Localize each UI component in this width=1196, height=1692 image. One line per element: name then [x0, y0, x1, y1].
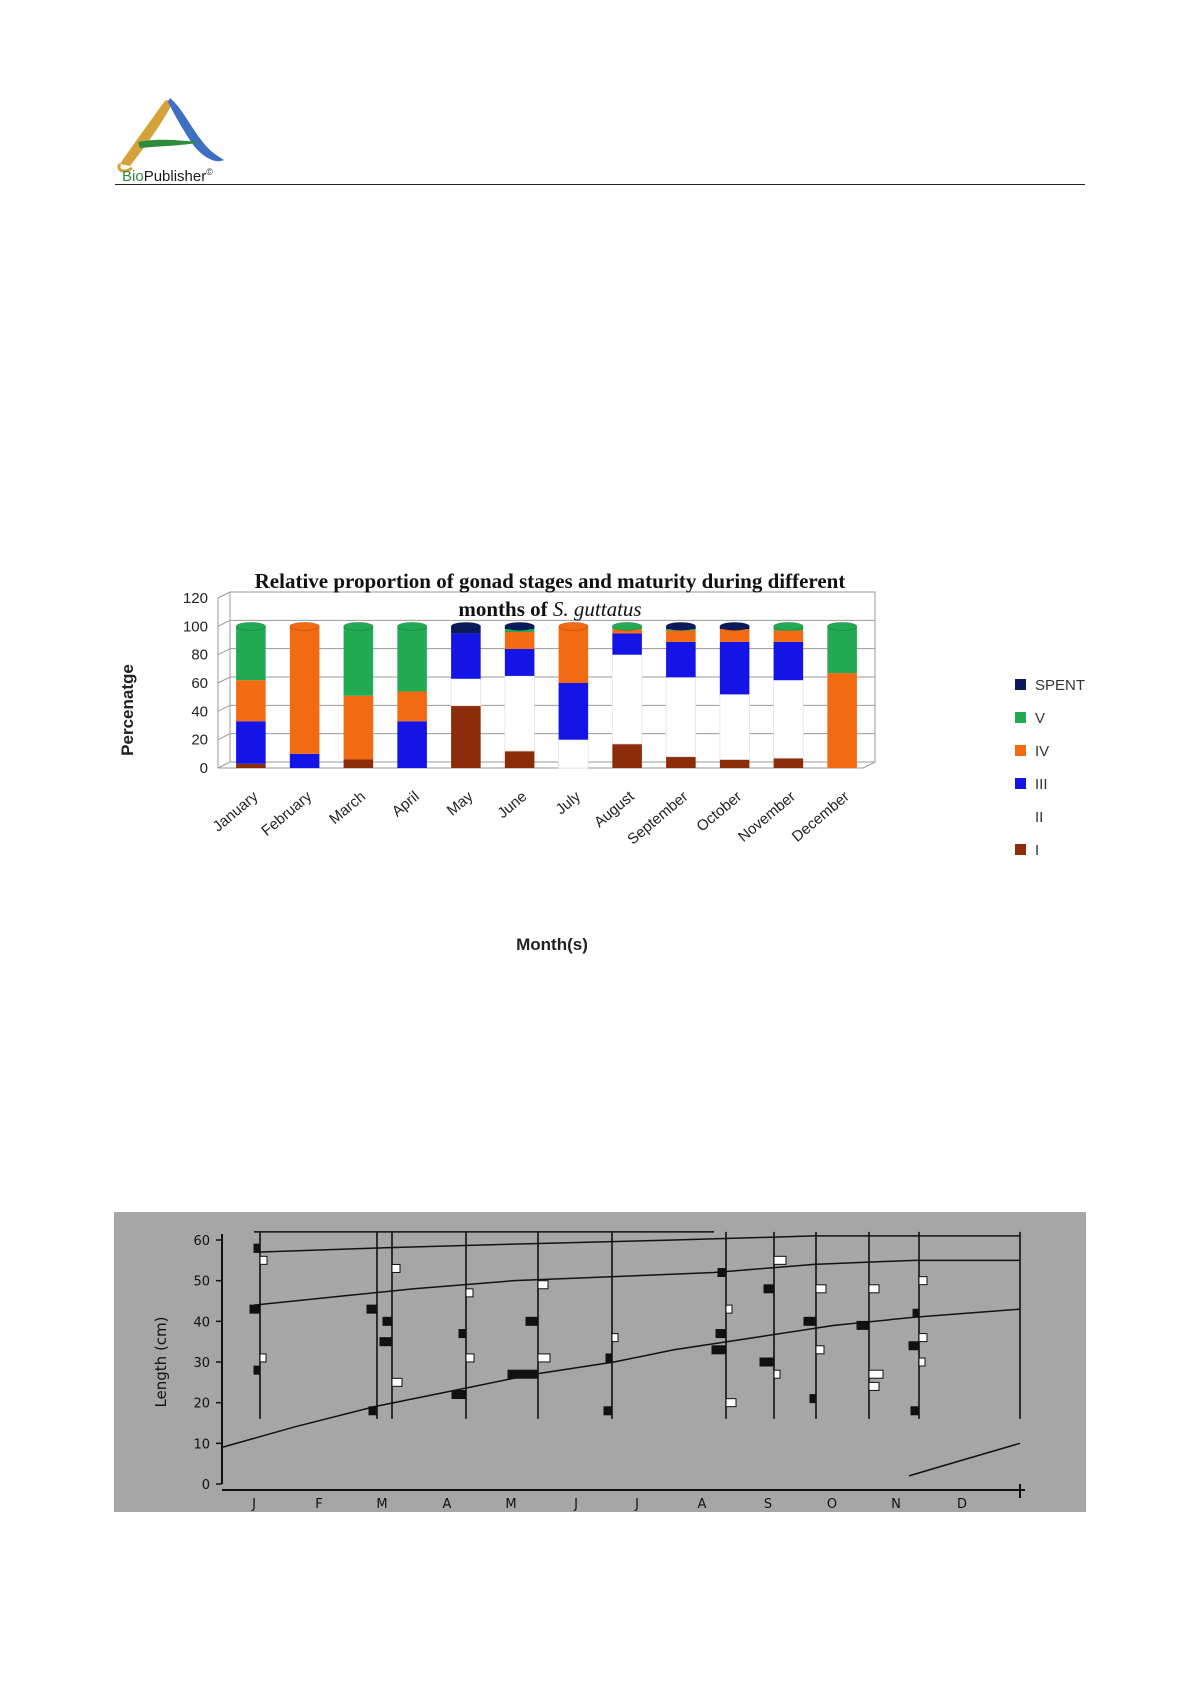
bar-segment-iii — [290, 754, 320, 768]
frequency-block-filled — [760, 1358, 774, 1366]
logo-text-suffix: Publisher — [143, 168, 207, 185]
logo-copyright-mark: © — [206, 167, 213, 177]
frequency-block-filled — [913, 1309, 919, 1317]
x-tick-label: February — [258, 788, 316, 840]
bar-top-cap — [774, 622, 804, 630]
frequency-block-filled — [716, 1330, 726, 1338]
y-tick-label: 20 — [191, 731, 208, 749]
frequency-block-open — [466, 1354, 474, 1362]
bar-segment-v — [236, 626, 266, 680]
y-tick-label: 20 — [193, 1396, 210, 1412]
x-tick-label: December — [788, 788, 853, 846]
x-axis-corner — [863, 762, 875, 768]
legend-label-iv: IV — [1035, 743, 1050, 760]
legend-swatch-iv — [1015, 745, 1026, 756]
bar-segment-ii — [559, 740, 589, 768]
bar-top-cap — [612, 622, 642, 630]
bar-segment-i — [774, 758, 804, 768]
logo-text-prefix: Bio — [122, 168, 144, 185]
frequency-block-filled — [459, 1330, 466, 1338]
logo-text — [122, 167, 213, 185]
x-tick-label: September — [624, 788, 692, 849]
frequency-block-filled — [712, 1346, 726, 1354]
bar-top-cap — [451, 622, 481, 630]
month-label: M — [505, 1497, 517, 1512]
x-tick-label: March — [326, 788, 369, 828]
bar-segment-ii — [451, 679, 481, 706]
bar-segment-iii — [612, 633, 642, 654]
bar-segment-iii — [774, 642, 804, 680]
bar-segment-iv — [344, 696, 374, 760]
month-label: A — [697, 1497, 707, 1512]
frequency-block-open — [392, 1264, 400, 1272]
legend-label-i: I — [1035, 842, 1040, 859]
legend-swatch-v — [1015, 712, 1026, 723]
bar-segment-ii — [720, 694, 750, 759]
bar-top-cap — [720, 622, 750, 630]
gridline-side — [218, 592, 230, 598]
bar-top-cap — [505, 622, 535, 630]
month-label: N — [891, 1497, 901, 1512]
x-tick-label: April — [388, 788, 423, 821]
y-tick-label: 120 — [182, 590, 208, 607]
bar-segment-i — [612, 744, 642, 768]
month-label: F — [315, 1497, 323, 1512]
bar-segment-i — [720, 760, 750, 769]
month-label: D — [956, 1497, 968, 1512]
legend-swatch-iii — [1015, 778, 1026, 789]
x-tick-label: November — [735, 788, 799, 846]
bar-segment-v — [344, 626, 374, 695]
bar-segment-i — [344, 760, 374, 769]
x-tick-label: August — [590, 788, 638, 832]
header-rule — [115, 184, 1085, 185]
growth-curve — [254, 1260, 1020, 1305]
frequency-block-filled — [254, 1244, 260, 1252]
x-tick-label: June — [494, 788, 531, 822]
gridline-side — [218, 677, 230, 683]
y-tick-label: 30 — [193, 1356, 210, 1371]
x-tick-label: October — [693, 788, 746, 836]
chart-title-line2-prefix: months of — [458, 597, 553, 621]
bar-segment-ii — [612, 655, 642, 744]
x-axis-label: Month(s) — [516, 935, 588, 954]
month-label: O — [826, 1497, 838, 1512]
frequency-block-filled — [604, 1407, 612, 1415]
y-tick-label: 80 — [191, 646, 208, 664]
y-tick-label: 40 — [191, 703, 208, 721]
frequency-block-open — [538, 1354, 550, 1362]
frequency-block-filled — [250, 1305, 260, 1313]
x-tick-label: May — [443, 788, 477, 820]
bar-segment-i — [236, 764, 266, 768]
bar-segment-iv — [290, 626, 320, 754]
frequency-block-filled — [804, 1317, 816, 1325]
frequency-block-open — [869, 1382, 879, 1390]
y-axis-label: Percenatge — [118, 664, 137, 756]
month-label: A — [442, 1497, 452, 1512]
bar-segment-iv — [559, 626, 589, 683]
bar-segment-v — [397, 626, 427, 691]
frequency-block-filled — [810, 1395, 816, 1403]
month-label: J — [574, 1497, 578, 1512]
bar-top-cap — [666, 622, 696, 630]
frequency-block-open — [260, 1256, 267, 1264]
frequency-block-open — [919, 1358, 925, 1366]
growth-curve — [254, 1236, 1020, 1252]
frequency-block-filled — [254, 1366, 260, 1374]
legend-swatch-spent — [1015, 679, 1026, 690]
bar-segment-iv — [666, 631, 696, 642]
x-tick-label: January — [209, 788, 262, 836]
frequency-block-open — [869, 1370, 883, 1378]
chart-title-line1: Relative proportion of gonad stages and maturity during different — [254, 570, 846, 593]
bar-segment-i — [451, 706, 481, 768]
frequency-block-open — [816, 1285, 826, 1293]
frequency-block-open — [612, 1334, 618, 1342]
frequency-block-open — [726, 1399, 736, 1407]
bar-segment-iv — [720, 629, 750, 642]
legend-label-spent: SPENT — [1035, 677, 1085, 694]
bar-top-cap — [236, 622, 266, 630]
bar-segment-iv — [397, 692, 427, 722]
bar-segment-iv — [827, 673, 857, 768]
y-tick-label: 50 — [193, 1274, 210, 1290]
bar-segment-ii — [666, 677, 696, 756]
frequency-block-open — [726, 1305, 732, 1313]
bar-segment-i — [505, 751, 535, 768]
y-tick-label: 0 — [201, 1478, 210, 1493]
frequency-block-open — [774, 1370, 780, 1378]
frequency-block-open — [774, 1256, 786, 1264]
length-frequency-figure — [114, 1212, 1086, 1512]
legend-label-ii: II — [1035, 809, 1044, 826]
month-label: M — [376, 1497, 388, 1512]
bar-segment-i — [666, 757, 696, 768]
frequency-block-open — [869, 1285, 879, 1293]
y-tick-label: 10 — [193, 1437, 210, 1453]
frequency-block-open — [392, 1378, 402, 1386]
frequency-block-open — [816, 1346, 824, 1354]
frequency-block-filled — [526, 1317, 538, 1325]
bar-segment-iii — [505, 649, 535, 676]
frequency-block-filled — [764, 1285, 774, 1293]
frequency-block-open — [466, 1289, 473, 1297]
legend-swatch-i — [1015, 844, 1026, 855]
y-tick-label: 100 — [182, 618, 208, 636]
bar-segment-iii — [451, 633, 481, 678]
frequency-block-filled — [383, 1317, 392, 1325]
growth-curve — [222, 1309, 1020, 1447]
y-tick-label: 60 — [191, 675, 208, 692]
chart-title-line2 — [458, 597, 641, 621]
bar-top-cap — [397, 622, 427, 630]
frequency-block-open — [538, 1281, 548, 1289]
legend-label-v: V — [1035, 710, 1046, 727]
bar-segment-iii — [559, 683, 589, 740]
bar-segment-iv — [774, 631, 804, 642]
frequency-block-filled — [452, 1391, 466, 1399]
gridline-side — [218, 705, 230, 711]
bar-segment-iii — [236, 721, 266, 764]
frequency-block-open — [919, 1334, 927, 1342]
growth-curve — [909, 1443, 1020, 1476]
frequency-block-filled — [911, 1407, 919, 1415]
frequency-block-open — [260, 1354, 266, 1362]
y-tick-label: 40 — [193, 1315, 210, 1331]
bar-top-cap — [290, 622, 320, 630]
month-label: J — [252, 1497, 256, 1512]
y-tick-label: 60 — [193, 1234, 210, 1249]
gridline-side — [218, 649, 230, 655]
bar-segment-v — [827, 626, 857, 673]
bar-segment-ii — [774, 680, 804, 758]
bar-top-cap — [344, 622, 374, 630]
frequency-block-filled — [380, 1338, 392, 1346]
frequency-block-open — [919, 1277, 927, 1285]
y-tick-label: 0 — [199, 760, 208, 777]
bar-segment-iii — [666, 642, 696, 677]
month-label: J — [635, 1497, 639, 1512]
legend-label-iii: III — [1035, 776, 1048, 793]
frequency-block-filled — [909, 1342, 919, 1350]
bar-segment-iii — [720, 642, 750, 694]
bar-segment-iv — [236, 680, 266, 721]
x-tick-label: July — [552, 788, 584, 819]
chart-title-species: S. guttatus — [552, 597, 642, 621]
month-label: S — [763, 1497, 773, 1512]
gonad-stage-chart — [105, 570, 1085, 960]
gridline-side — [218, 734, 230, 740]
gridline-side — [218, 620, 230, 626]
y-axis-label: Length (cm) — [152, 1316, 170, 1408]
length-frequency-chart — [114, 1212, 1086, 1512]
bar-segment-ii — [505, 676, 535, 751]
bar-segment-iii — [397, 721, 427, 768]
frequency-block-filled — [606, 1354, 612, 1362]
frequency-block-filled — [367, 1305, 377, 1313]
gridline-side — [218, 762, 230, 768]
bar-top-cap — [559, 622, 589, 630]
bar-top-cap — [827, 622, 857, 630]
bar-segment-iv — [505, 632, 535, 649]
